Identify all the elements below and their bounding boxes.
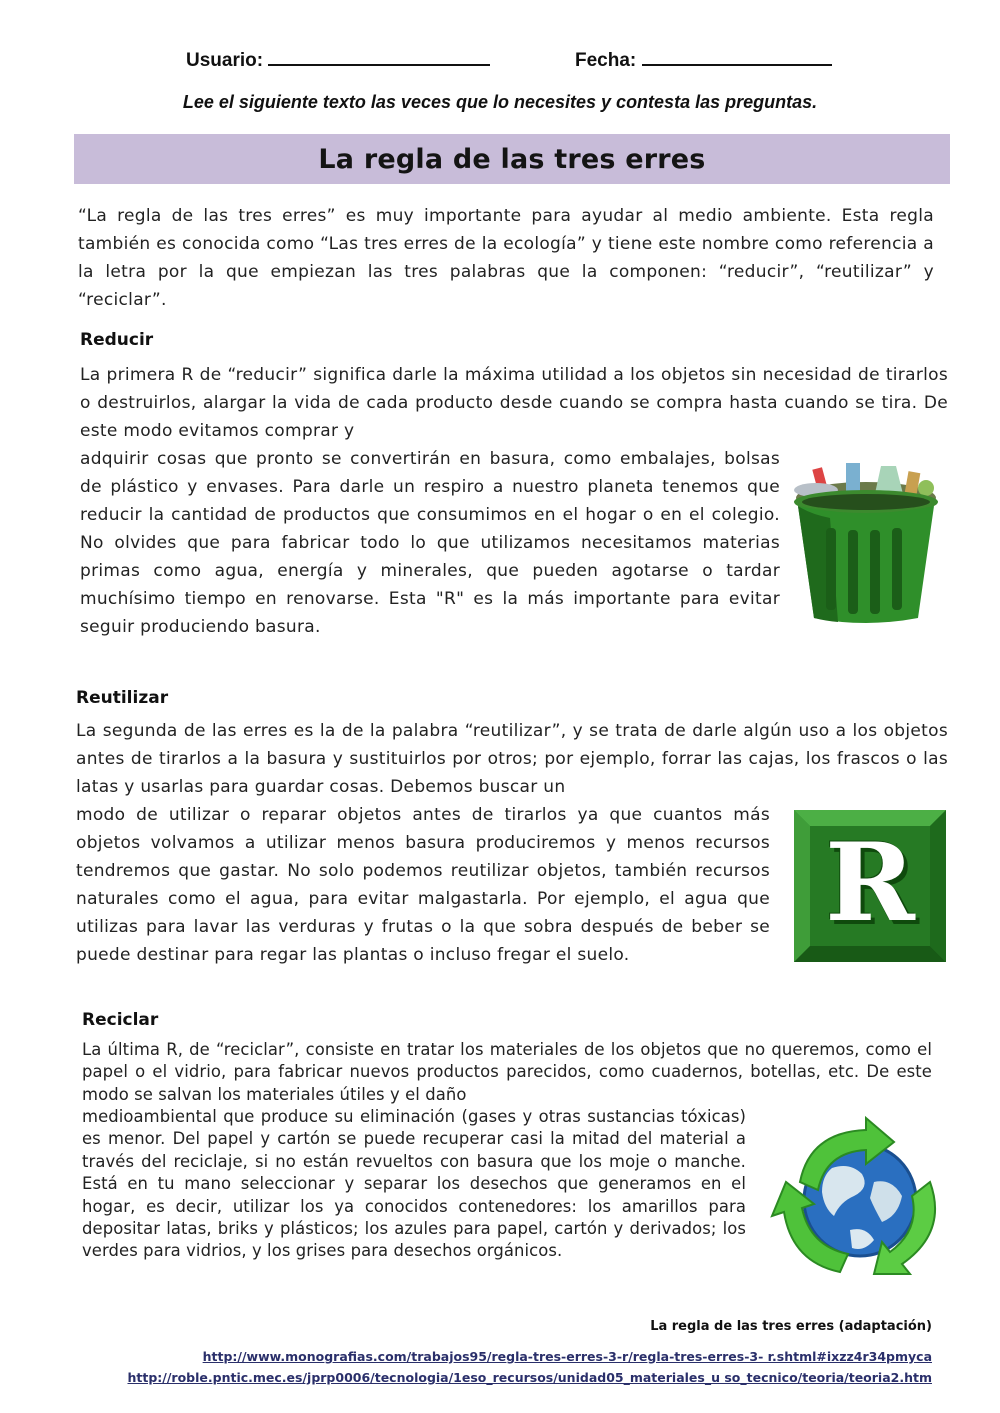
date-field[interactable]: [575, 46, 832, 72]
recycling-globe-icon: [770, 1112, 950, 1282]
page-title: La regla de las tres erres: [318, 143, 706, 175]
intro-paragraph: “La regla de las tres erres” es muy importante para ayudar al medio ambiente. Esta regla también es conocida como “Las tres erres de la ecología” y tiene este nombre como referencia a la letra por la que empiezan las tres palabras que la componen: “reducir”, “reutilizar” y “reciclar”.: [78, 206, 934, 310]
date-blank[interactable]: [642, 46, 832, 66]
instruction-text: Lee el siguiente texto las veces que lo necesites y contesta las preguntas.: [182, 92, 818, 112]
user-field[interactable]: [186, 46, 490, 72]
trash-bin-icon: [786, 458, 946, 628]
r-block-icon: [794, 810, 946, 962]
source-link-1[interactable]: http://www.monografias.com/trabajos95/regla-tres-erres-3-r/regla-tres-erres-3- r.shtml#ixzz4r34pmyca: [202, 1349, 932, 1364]
source-credit: La regla de las tres erres (adaptación): [650, 1319, 932, 1334]
reducir-paragraph-wrap: adquirir cosas que pronto se convertirán en basura, como embalajes, bolsas de plástico y envases. Para darle un respiro a nuestro planeta tenemos que reducir la cantidad de productos que consumimos en el hogar o en el colegio. No olvides que para fabricar todo lo que utilizamos necesitamos materias primas como agua, energía y minerales, que pueden agotarse o tardar muchísimo tiempo en renovarse. Esta "R" es la más importante para evitar seguir produciendo basura.: [80, 449, 780, 637]
reducir-heading: Reducir: [80, 330, 154, 350]
user-blank[interactable]: [268, 46, 490, 66]
reciclar-paragraph-full: La última R, de “reciclar”, consiste en tratar los materiales de los objetos que no queremos, como el papel o el vidrio, para fabricar nuevos productos parecidos, como cuadernos, botellas, etc. De este modo se salvan los materiales útiles y el daño: [82, 1040, 932, 1104]
reciclar-paragraph-wrap: medioambiental que produce su eliminación (gases y otras sustancias tóxicas) es menor. Del papel y cartón se puede recuperar casi la mitad del material a través del reciclaje, si no están revueltos con basura que los moje o manche. Está en tu mano seleccionar y separar los desechos que generamos en el hogar, es decir, utilizar los ya conocidos contenedores: los amarillos para depositar latas, briks y plásticos; los azules para papel, cartón y derivados; los verdes para vidrios, y los grises para desechos orgánicos.: [82, 1107, 746, 1261]
r-block-letter: R: [825, 820, 915, 946]
user-label: Usuario:: [186, 50, 264, 71]
title-band: [74, 134, 950, 184]
reciclar-heading: Reciclar: [82, 1010, 159, 1030]
reutilizar-paragraph-full: La segunda de las erres es la de la palabra “reutilizar”, y se trata de darle algún uso a los objetos antes de tirarlos a la basura y sustituirlos por otros; por ejemplo, forrar las cajas, los frascos o las latas y usarlas para guardar cosas. Debemos buscar un: [76, 721, 948, 797]
source-link-2[interactable]: http://roble.pntic.mec.es/jprp0006/tecnologia/1eso_recursos/unidad05_materiales_u so_tecnico/teoria/teoria2.htm: [127, 1370, 932, 1385]
reducir-paragraph-full: La primera R de “reducir” significa darle la máxima utilidad a los objetos sin necesidad de tirarlos o destruirlos, alargar la vida de cada producto desde cuando se compra hasta cuando se tira. De este modo evitamos comprar y: [80, 365, 948, 441]
date-label: Fecha:: [575, 50, 637, 71]
reutilizar-paragraph-wrap: modo de utilizar o reparar objetos antes de tirarlos ya que cuantos más objetos volvamos a utilizar menos basura produciremos y menos recursos tendremos que gastar. No solo podemos reutilizar objetos, también recursos naturales como el agua, para evitar malgastarla. Por ejemplo, el agua que utilizas para lavar las verduras y frutas o la que sobra después de beber se puede destinar para regar las plantas o incluso fregar el suelo.: [76, 805, 770, 965]
reutilizar-heading: Reutilizar: [76, 688, 169, 708]
